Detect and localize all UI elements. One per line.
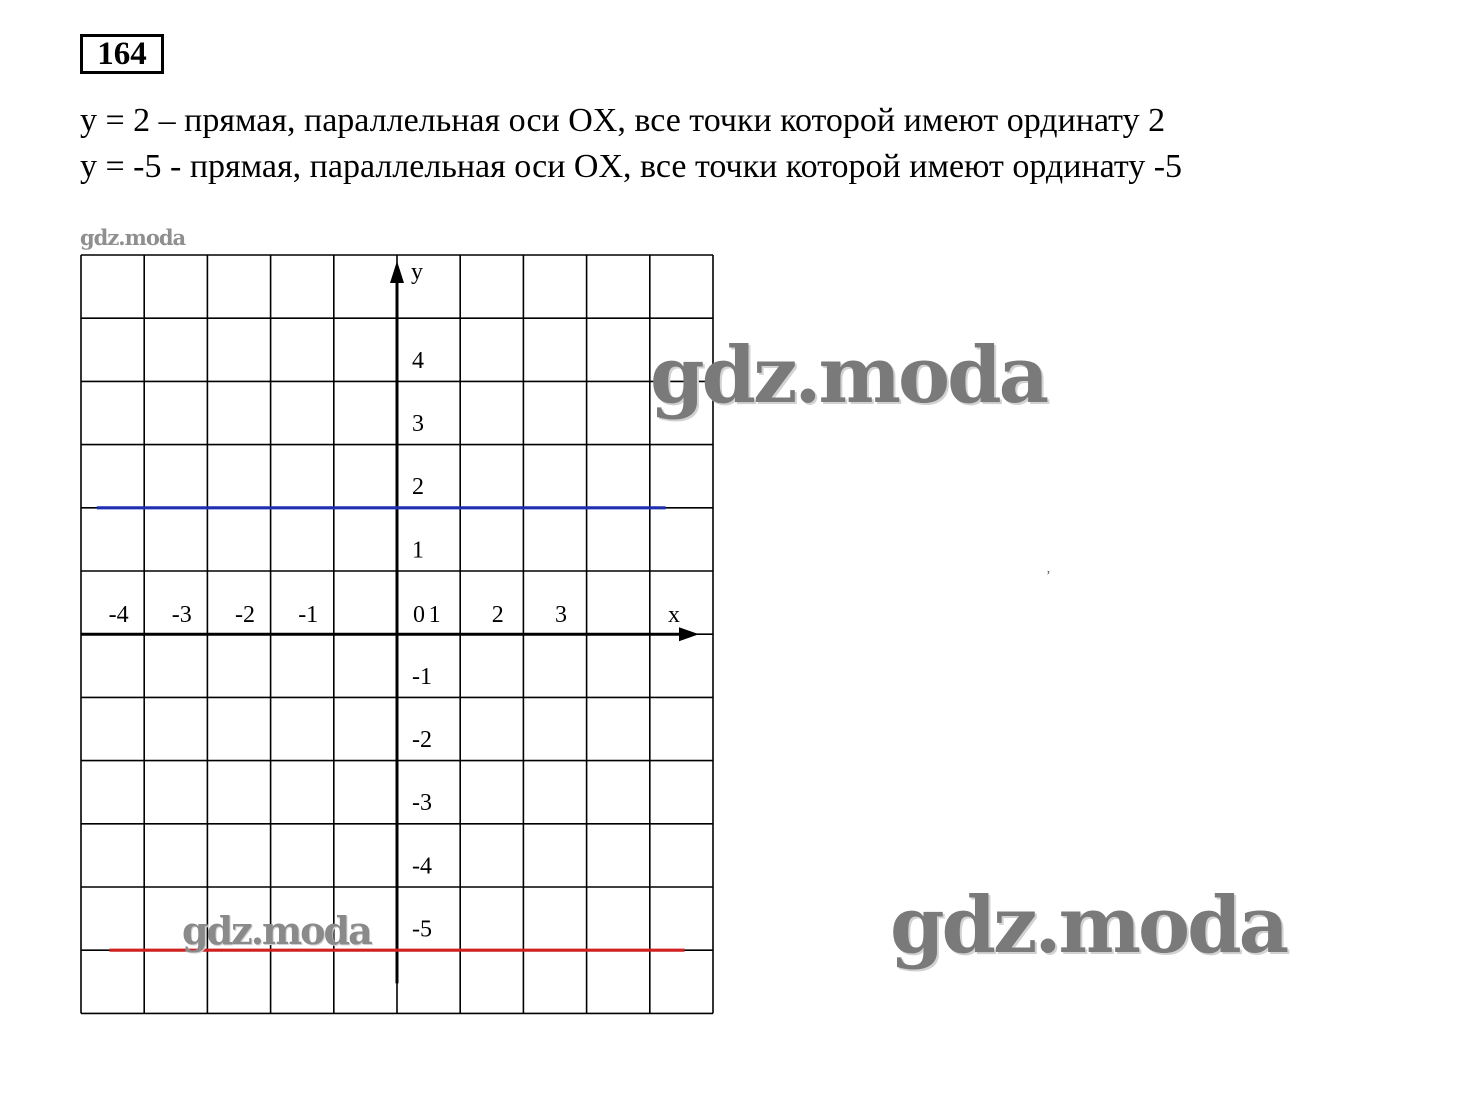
x-tick-label: -1 — [298, 602, 319, 629]
y-tick-label: 1 — [412, 537, 424, 564]
watermark-top-left: gdz.moda — [80, 225, 186, 250]
x-tick-label: -4 — [108, 602, 129, 629]
y-axis-arrow — [390, 261, 404, 283]
watermark-right-top: gdz.moda — [650, 330, 1047, 421]
y-tick-label: 3 — [412, 411, 424, 437]
watermark-right-bottom: gdz.moda — [890, 880, 1287, 971]
task-number: 164 — [80, 34, 164, 74]
series-lines — [97, 508, 685, 950]
x-axis-label: x — [668, 602, 680, 629]
watermark-in-plot: gdz.moda — [182, 908, 371, 953]
statement-line-1: y = 2 – прямая, параллельная оси OX, все точки которой имеют ординату 2 — [80, 102, 1166, 139]
x-tick-label: 1 — [428, 602, 441, 629]
y-tick-label: 2 — [412, 474, 424, 501]
y-tick-label: -5 — [412, 916, 432, 943]
y-tick-label: -2 — [412, 727, 432, 753]
stray-mark: ʼ — [1046, 569, 1051, 584]
x-tick-label: 3 — [555, 602, 567, 629]
x-axis-arrow — [679, 627, 699, 641]
x-tick-label: -3 — [171, 602, 192, 629]
x-tick-label: 0 — [413, 602, 425, 629]
y-tick-label: 4 — [412, 347, 424, 374]
x-tick-label: -2 — [235, 602, 255, 629]
y-axis-label: y — [411, 259, 423, 285]
y-tick-label: -1 — [412, 663, 432, 690]
y-tick-label: -3 — [412, 790, 432, 817]
y-tick-label: -4 — [412, 853, 432, 880]
statement-line-2: y = -5 - прямая, параллельная оси OX, все точки которой имеют ординату -5 — [80, 148, 1183, 185]
x-tick-label: 2 — [491, 602, 504, 629]
tick-labels — [109, 259, 680, 943]
